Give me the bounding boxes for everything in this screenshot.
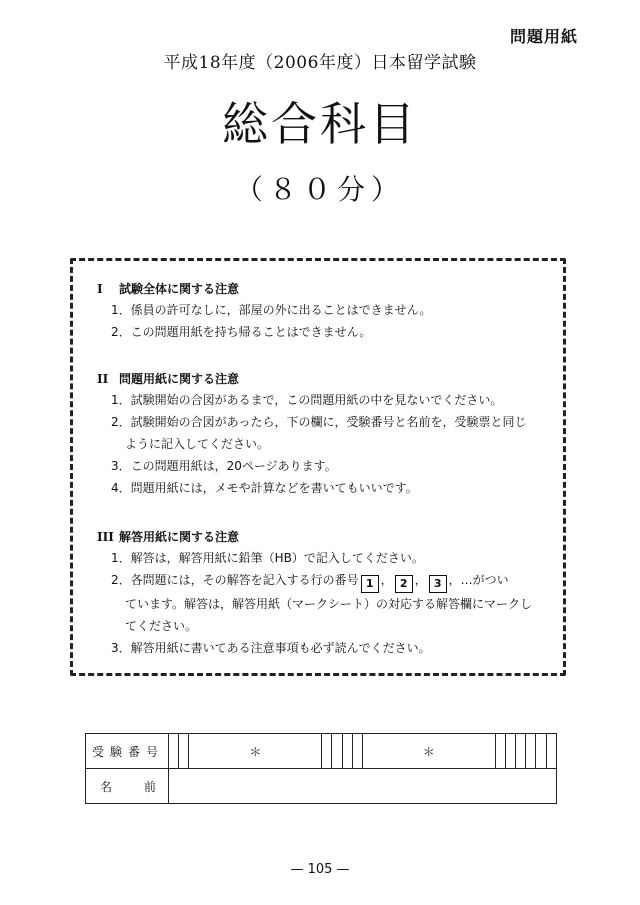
registration-table — [85, 733, 557, 804]
exam-number-cell[interactable] — [516, 734, 526, 769]
notice-item: 3．この問題用紙は，20ページあります。 — [111, 459, 337, 473]
notice-item-with-boxes: 2．各問題には，その解答を記入する行の番号 1 ， 2 ， 3 ，…がつい — [97, 569, 547, 593]
row-number-box-2: 2 — [395, 575, 413, 593]
page-number: — 105 — — [290, 862, 350, 877]
notice-item-continuation: ています。解答は，解答用紙（マークシート）の対応する解答欄にマークし — [125, 597, 533, 611]
exam-number-row — [86, 734, 557, 769]
section-question-booklet — [97, 369, 547, 499]
exam-header: 平成18年度（2006年度）日本留学試験 — [163, 53, 477, 73]
section-title: I 試験全体に関する注意 — [97, 279, 547, 299]
notice-item: 1．解答は，解答用紙に鉛筆（HB）で記入してください。 — [111, 551, 424, 565]
notice-item: 4．問題用紙には，メモや計算などを書いてもいいです。 — [111, 481, 418, 495]
notice-item: 2．試験開始の合図があったら，下の欄に，受験番号と名前を，受験票と同じ — [111, 415, 527, 429]
name-row — [86, 769, 557, 804]
notice-item: 2．この問題用紙を持ち帰ることはできません。 — [111, 325, 372, 339]
exam-number-asterisk-cell: ＊ — [189, 734, 322, 769]
notice-item: 1．試験開始の合図があるまで，この問題用紙の中を見ないでください。 — [111, 393, 503, 407]
exam-number-cell[interactable] — [495, 734, 505, 769]
section-general — [97, 279, 547, 343]
exam-number-cell[interactable] — [352, 734, 362, 769]
notice-item: 3．解答用紙に書いてある注意事項も必ず読んでください。 — [111, 641, 431, 655]
notice-item-continuation: てください。 — [125, 619, 198, 633]
notice-item: 1．係員の許可なしに，部屋の外に出ることはできません。 — [111, 303, 432, 317]
page-title: 総合科目 — [222, 97, 418, 151]
notice-item-continuation: ように記入してください。 — [125, 437, 270, 451]
notice-box — [70, 258, 566, 676]
section-title: III 解答用紙に関する注意 — [97, 527, 547, 547]
exam-number-asterisk-cell: ＊ — [362, 734, 495, 769]
exam-number-cell[interactable] — [179, 734, 189, 769]
exam-number-label: 受験番号 — [86, 734, 169, 769]
section-answer-sheet — [97, 527, 547, 659]
exam-duration: （８０分） — [234, 173, 405, 206]
row-number-box-3: 3 — [429, 575, 447, 593]
section-number: I — [97, 282, 103, 296]
exam-number-cell[interactable] — [169, 734, 179, 769]
exam-number-cell[interactable] — [332, 734, 342, 769]
section-number: III — [97, 530, 114, 544]
exam-number-cell[interactable] — [342, 734, 352, 769]
exam-number-cell[interactable] — [546, 734, 556, 769]
row-number-box-1: 1 — [361, 575, 379, 593]
section-number: II — [97, 372, 109, 386]
exam-number-cell[interactable] — [322, 734, 332, 769]
exam-number-cell[interactable] — [505, 734, 515, 769]
exam-number-cell[interactable] — [536, 734, 546, 769]
section-title: II 問題用紙に関する注意 — [97, 369, 547, 389]
name-field[interactable] — [169, 769, 557, 804]
corner-label: 問題用紙 — [509, 27, 578, 46]
name-label: 名 前 — [86, 769, 169, 804]
exam-number-cell[interactable] — [526, 734, 536, 769]
